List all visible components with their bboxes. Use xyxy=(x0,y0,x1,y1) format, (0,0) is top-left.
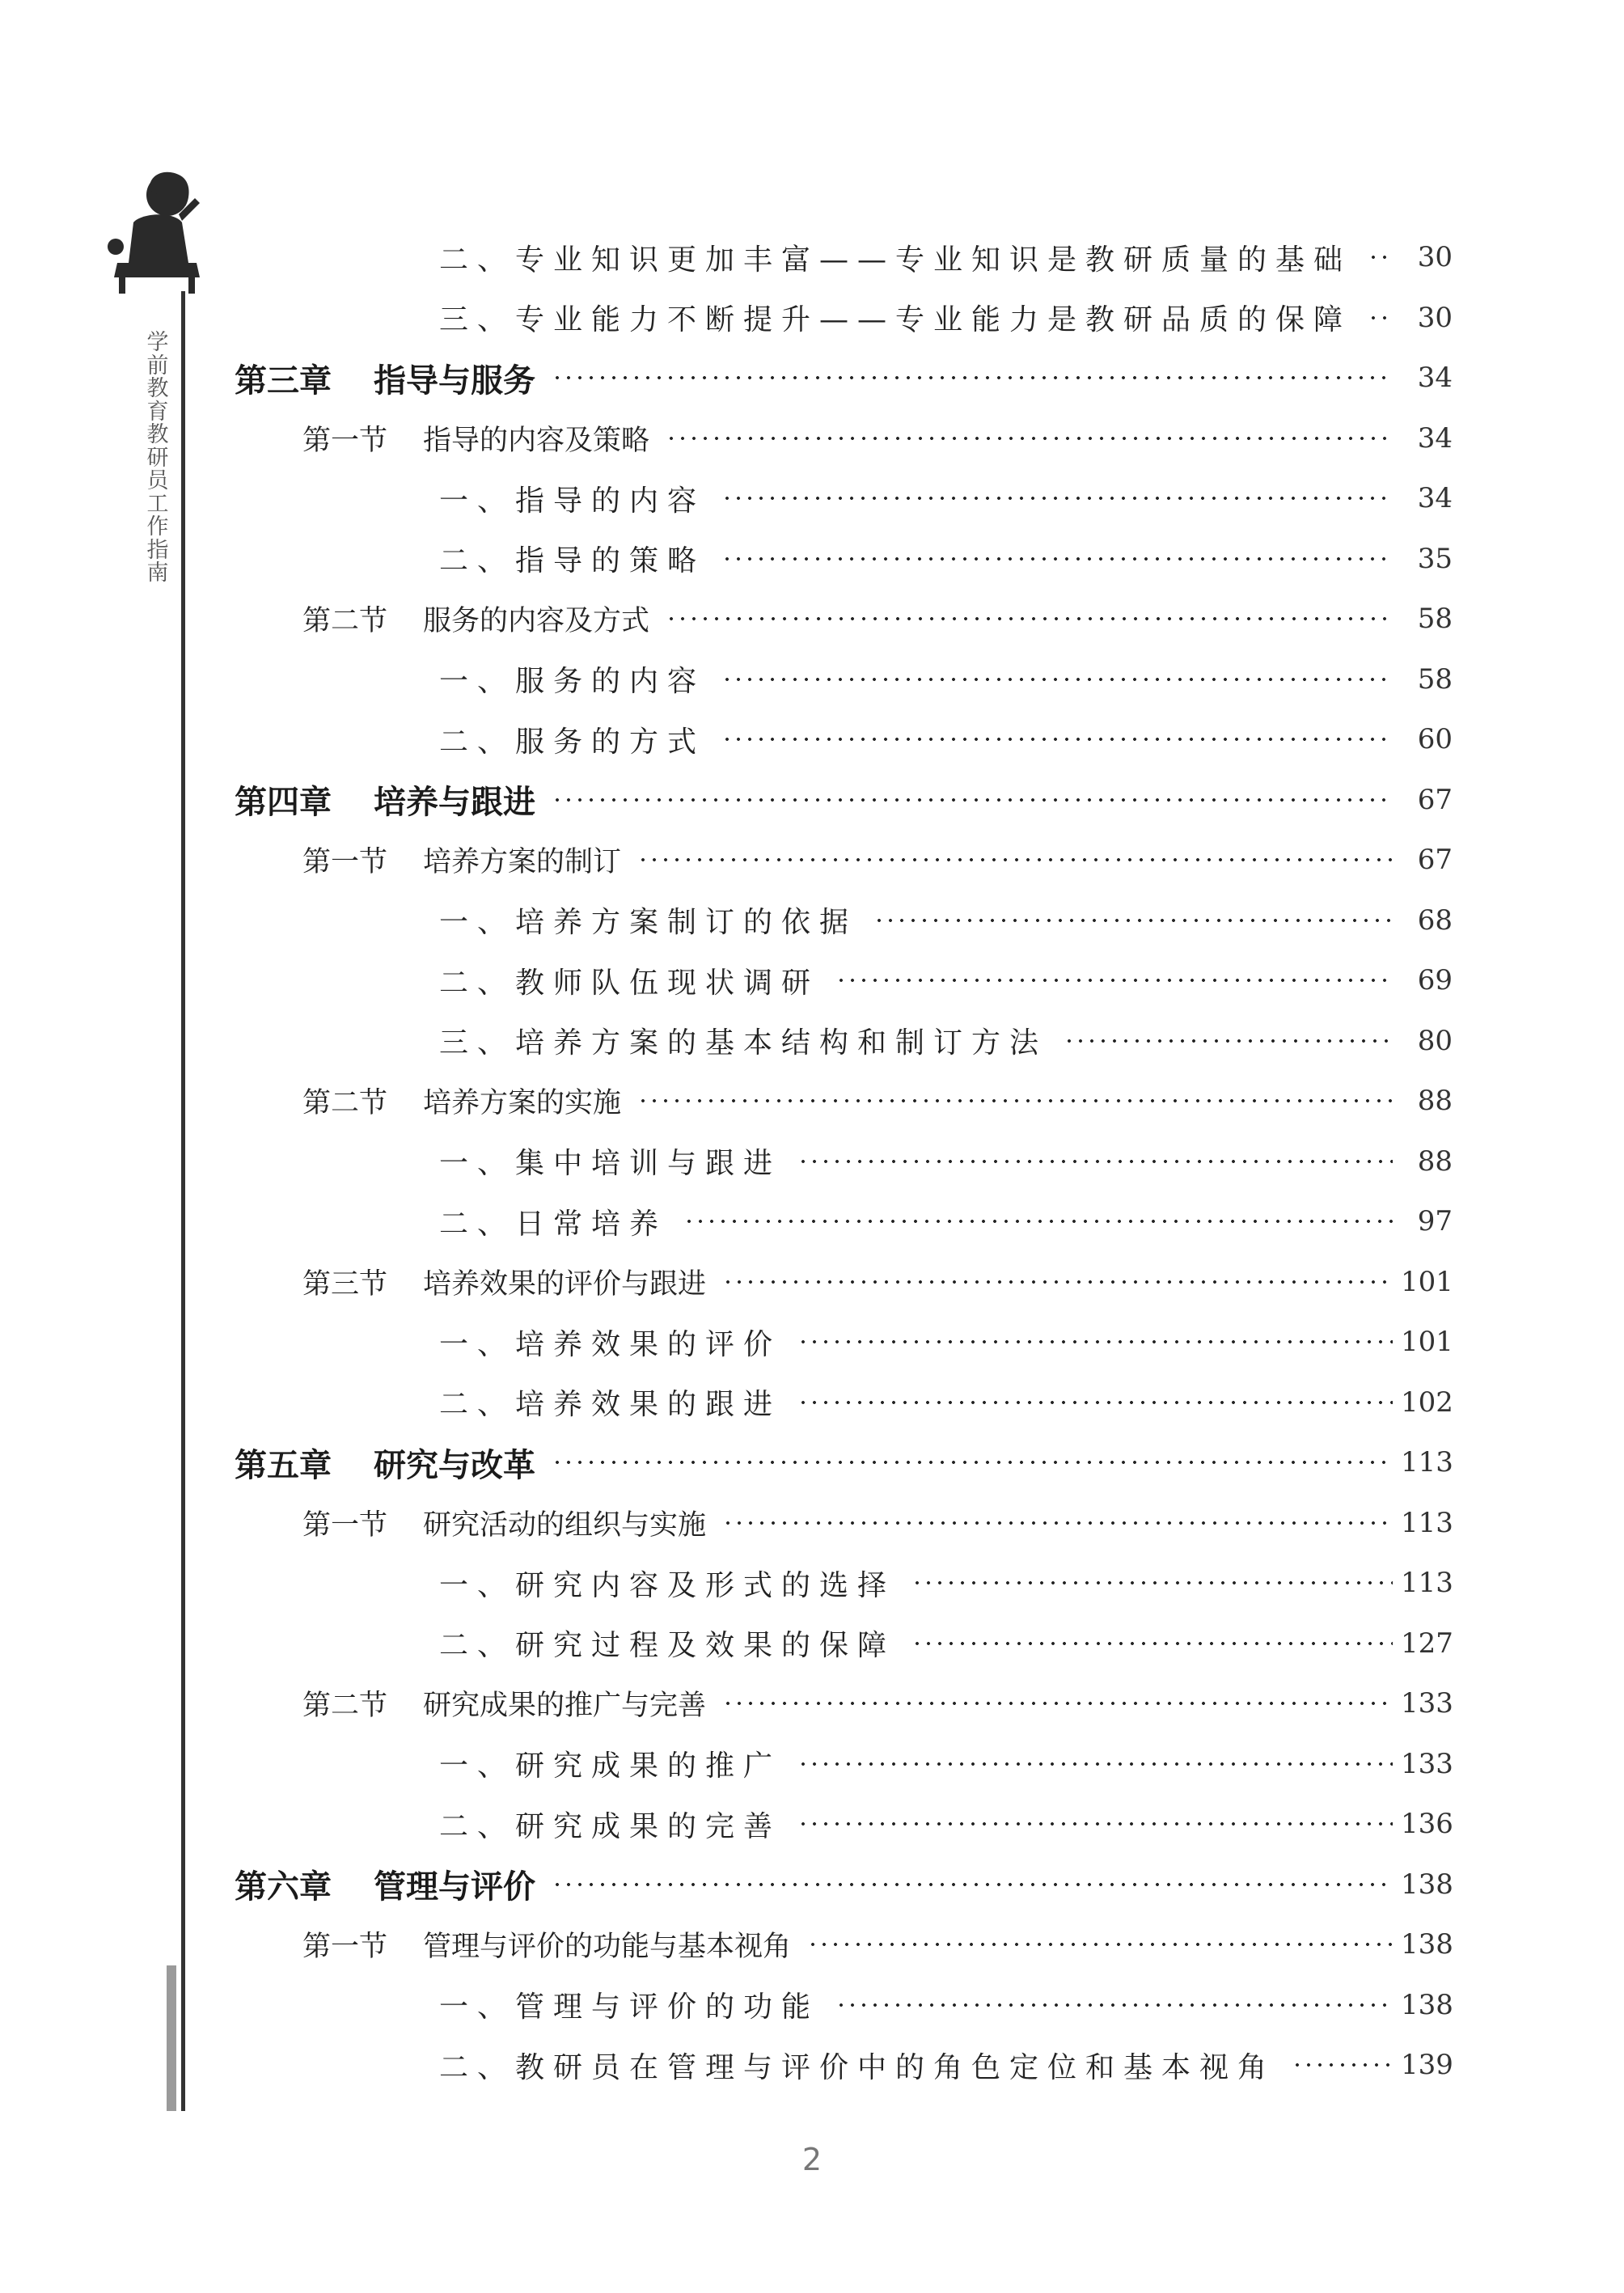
toc-entry-title: 三、培养方案的基本结构和制订方法 xyxy=(439,1026,1048,1060)
dot-leader xyxy=(797,1160,1393,1163)
toc-page-number: 60 xyxy=(1417,723,1453,755)
toc-item-row[interactable] xyxy=(0,535,1624,583)
toc-item-row[interactable] xyxy=(0,1378,1624,1427)
toc-page-number: 136 xyxy=(1401,1808,1453,1840)
toc-entry-title: 一、管理与评价的功能 xyxy=(439,1991,820,2024)
toc-section-row[interactable] xyxy=(0,1499,1624,1547)
toc-entry-title: 一、集中培训与跟进 xyxy=(439,1147,782,1180)
toc-page-number: 102 xyxy=(1401,1386,1453,1419)
toc-page-number: 138 xyxy=(1401,1928,1453,1961)
toc-entry-label xyxy=(439,658,705,700)
dot-leader xyxy=(552,1461,1393,1464)
toc-entry-title: 培养与跟进 xyxy=(374,784,535,821)
toc-section-row[interactable] xyxy=(0,836,1624,884)
toc-page-number: 138 xyxy=(1401,1868,1453,1901)
toc-entry-number: 第三章 xyxy=(235,362,332,400)
toc-page-number: 67 xyxy=(1417,844,1453,876)
toc-section-row[interactable] xyxy=(0,594,1624,643)
toc-entry-title: 管理与评价的功能与基本视角 xyxy=(423,1931,792,1963)
toc-chapter-row[interactable] xyxy=(0,353,1624,402)
toc-chapter-row[interactable] xyxy=(0,776,1624,824)
toc-section-row[interactable] xyxy=(0,1077,1624,1125)
toc-entry-label xyxy=(439,538,705,579)
toc-item-row[interactable] xyxy=(0,655,1624,704)
toc-entry-number: 第二节 xyxy=(302,1690,388,1722)
toc-entry-label xyxy=(439,478,705,519)
toc-item-row[interactable] xyxy=(0,1017,1624,1065)
toc-entry-number: 第四章 xyxy=(235,784,332,821)
toc-entry-label xyxy=(439,2045,1275,2086)
toc-page-number: 139 xyxy=(1401,2049,1453,2081)
toc-entry-title: 管理与评价 xyxy=(374,1868,535,1906)
dot-leader xyxy=(721,557,1393,561)
toc-page-number: 101 xyxy=(1401,1265,1453,1298)
toc-page-number: 88 xyxy=(1417,1144,1453,1178)
toc-entry-title: 研究成果的推广与完善 xyxy=(423,1690,707,1722)
toc-item-row[interactable] xyxy=(0,233,1624,281)
toc-entry-title: 研究活动的组织与实施 xyxy=(423,1508,707,1542)
toc-page-number: 88 xyxy=(1417,1085,1453,1117)
dot-leader xyxy=(552,376,1393,379)
toc-entry-number: 第二节 xyxy=(302,1087,388,1119)
toc-entry-label xyxy=(302,1081,621,1121)
toc-entry-title: 研究与改革 xyxy=(374,1446,535,1484)
toc-entry-label xyxy=(439,1563,895,1604)
dot-leader xyxy=(1292,2063,1393,2067)
toc-entry-title: 二、教师队伍现状调研 xyxy=(439,966,820,1000)
dot-leader xyxy=(666,437,1393,440)
toc-item-row[interactable] xyxy=(0,294,1624,342)
toc-entry-title: 一、培养效果的评价 xyxy=(439,1327,782,1361)
toc-chapter-row[interactable] xyxy=(0,1860,1624,1909)
dot-leader xyxy=(797,1340,1393,1343)
toc-entry-title: 二、培养效果的跟进 xyxy=(439,1388,782,1421)
dot-leader xyxy=(722,1702,1393,1705)
toc-entry-label xyxy=(439,1140,781,1182)
toc-entry-label xyxy=(439,1804,781,1845)
toc-page-number: 67 xyxy=(1417,783,1453,816)
dot-leader xyxy=(721,738,1393,741)
toc-entry-title: 一、研究成果的推广 xyxy=(439,1749,782,1783)
toc-page-number: 80 xyxy=(1417,1024,1453,1057)
dot-leader xyxy=(1368,256,1393,259)
dot-leader xyxy=(683,1220,1393,1223)
toc-item-row[interactable] xyxy=(0,1197,1624,1246)
toc-entry-title: 培养方案的制订 xyxy=(423,846,622,878)
toc-chapter-row[interactable] xyxy=(0,1438,1624,1487)
toc-entry-number: 第一节 xyxy=(302,424,388,457)
toc-item-row[interactable] xyxy=(0,896,1624,945)
toc-entry-number: 第五章 xyxy=(235,1446,332,1484)
toc-item-row[interactable] xyxy=(0,1137,1624,1186)
toc-item-row[interactable] xyxy=(0,1981,1624,2029)
toc-entry-label xyxy=(302,840,621,880)
toc-page-number: 30 xyxy=(1417,301,1453,334)
toc-entry-title: 三、专业能力不断提升——专业能力是教研品质的保障 xyxy=(439,303,1352,336)
toc-item-row[interactable] xyxy=(0,1800,1624,1848)
toc-item-row[interactable] xyxy=(0,1619,1624,1668)
dot-leader xyxy=(1064,1039,1393,1043)
toc-entry-title: 一、服务的内容 xyxy=(439,665,706,698)
toc-entry-label xyxy=(302,418,649,459)
toc-item-row[interactable] xyxy=(0,715,1624,764)
toc-entry-label xyxy=(439,960,819,1001)
toc-page-number: 133 xyxy=(1401,1747,1453,1780)
toc-item-row[interactable] xyxy=(0,1559,1624,1607)
dot-leader xyxy=(873,919,1393,922)
toc-page-number: 133 xyxy=(1401,1687,1453,1720)
dot-leader xyxy=(911,1581,1393,1584)
toc-page-number: 68 xyxy=(1417,903,1453,937)
toc-page-number: 34 xyxy=(1417,421,1453,455)
toc-page-number: 34 xyxy=(1417,482,1453,514)
toc-page-number: 127 xyxy=(1401,1627,1453,1660)
dot-leader xyxy=(637,1099,1393,1102)
toc-entry-title: 指导与服务 xyxy=(374,362,535,400)
dot-leader xyxy=(722,1521,1393,1525)
toc-entry-label xyxy=(439,899,857,941)
toc-page-number: 138 xyxy=(1401,1988,1453,2021)
toc-entry-title: 二、教研员在管理与评价中的角色定位和基本视角 xyxy=(439,2050,1276,2084)
dot-leader xyxy=(552,1883,1393,1886)
toc-entry-label xyxy=(439,1201,667,1242)
toc-page-number: 30 xyxy=(1417,241,1453,273)
toc-page-number: 113 xyxy=(1401,1506,1453,1539)
toc-entry-title: 一、培养方案制订的依据 xyxy=(439,906,858,939)
toc-entry-label xyxy=(439,1322,781,1363)
toc-entry-label xyxy=(439,237,1351,278)
toc-page-number: 97 xyxy=(1417,1205,1453,1237)
toc-page-number: 101 xyxy=(1401,1326,1453,1358)
toc-entry-label xyxy=(302,1503,706,1543)
toc-entry-label xyxy=(235,1861,535,1907)
toc-entry-title: 一、指导的内容 xyxy=(439,484,706,518)
toc-entry-label xyxy=(302,1262,706,1302)
toc-entry-number: 第一节 xyxy=(302,1508,388,1542)
dot-leader xyxy=(797,1822,1393,1826)
toc-entry-title: 服务的内容及方式 xyxy=(423,605,650,637)
dot-leader xyxy=(666,617,1393,620)
dot-leader xyxy=(835,2003,1393,2007)
dot-leader xyxy=(1368,316,1393,319)
toc-entry-title: 二、日常培养 xyxy=(439,1207,668,1241)
toc-page-number: 69 xyxy=(1417,964,1453,996)
toc-item-row[interactable] xyxy=(0,1318,1624,1366)
toc-page-number: 34 xyxy=(1417,362,1453,394)
toc-entry-label xyxy=(439,297,1351,338)
toc-item-row[interactable] xyxy=(0,1740,1624,1788)
toc-page-number: 35 xyxy=(1417,542,1453,575)
toc-item-row[interactable] xyxy=(0,474,1624,522)
toc-section-row[interactable] xyxy=(0,1679,1624,1728)
toc-section-row[interactable] xyxy=(0,1258,1624,1306)
toc-page-number: 58 xyxy=(1417,662,1453,696)
dot-leader xyxy=(722,1280,1393,1284)
toc-entry-label xyxy=(235,776,535,823)
toc-section-row[interactable] xyxy=(0,414,1624,463)
dot-leader xyxy=(552,798,1393,802)
toc-page-number: 58 xyxy=(1417,603,1453,635)
toc-entry-label xyxy=(302,1924,791,1965)
toc-entry-number: 第一节 xyxy=(302,846,388,878)
toc-entry-title: 二、研究成果的完善 xyxy=(439,1809,782,1843)
dot-leader xyxy=(911,1642,1393,1645)
book-title-vertical: 学前教育教研员工作指南 xyxy=(146,330,169,586)
toc-entry-label xyxy=(235,355,535,401)
toc-entry-title: 指导的内容及策略 xyxy=(423,424,650,457)
toc-entry-label xyxy=(235,1440,535,1486)
dot-leader xyxy=(637,858,1393,861)
toc-item-row[interactable] xyxy=(0,956,1624,1005)
dot-leader xyxy=(797,1762,1393,1766)
dot-leader xyxy=(797,1401,1393,1404)
toc-entry-label xyxy=(302,599,649,639)
dot-leader xyxy=(721,497,1393,500)
toc-entry-number: 第一节 xyxy=(302,1931,388,1963)
page-number: 2 xyxy=(801,2142,823,2177)
toc-entry-label xyxy=(439,1622,895,1664)
dot-leader xyxy=(807,1943,1393,1946)
toc-entry-title: 一、研究内容及形式的选择 xyxy=(439,1568,896,1602)
dot-leader xyxy=(721,678,1393,681)
toc-entry-number: 第三节 xyxy=(302,1267,388,1301)
toc-section-row[interactable] xyxy=(0,1920,1624,1969)
toc-entry-label xyxy=(439,1984,819,2025)
toc-entry-label xyxy=(439,1743,781,1784)
toc-entry-title: 二、研究过程及效果的保障 xyxy=(439,1629,896,1662)
toc-entry-title: 二、服务的方式 xyxy=(439,725,706,759)
toc-entry-label xyxy=(439,1020,1047,1061)
toc-entry-title: 培养方案的实施 xyxy=(423,1087,622,1119)
toc-entry-number: 第六章 xyxy=(235,1868,332,1906)
toc-entry-number: 第二节 xyxy=(302,605,388,637)
toc-item-row[interactable] xyxy=(0,2041,1624,2089)
dot-leader xyxy=(835,979,1393,982)
toc-page-number: 113 xyxy=(1401,1446,1453,1479)
toc-entry-title: 二、专业知识更加丰富——专业知识是教研质量的基础 xyxy=(439,243,1352,277)
toc-entry-title: 培养效果的评价与跟进 xyxy=(423,1267,707,1301)
toc-entry-label xyxy=(439,719,705,760)
toc-entry-title: 二、指导的策略 xyxy=(439,544,706,577)
toc-page-number: 113 xyxy=(1401,1567,1453,1599)
toc-entry-label xyxy=(439,1381,781,1423)
toc-entry-label xyxy=(302,1683,706,1724)
